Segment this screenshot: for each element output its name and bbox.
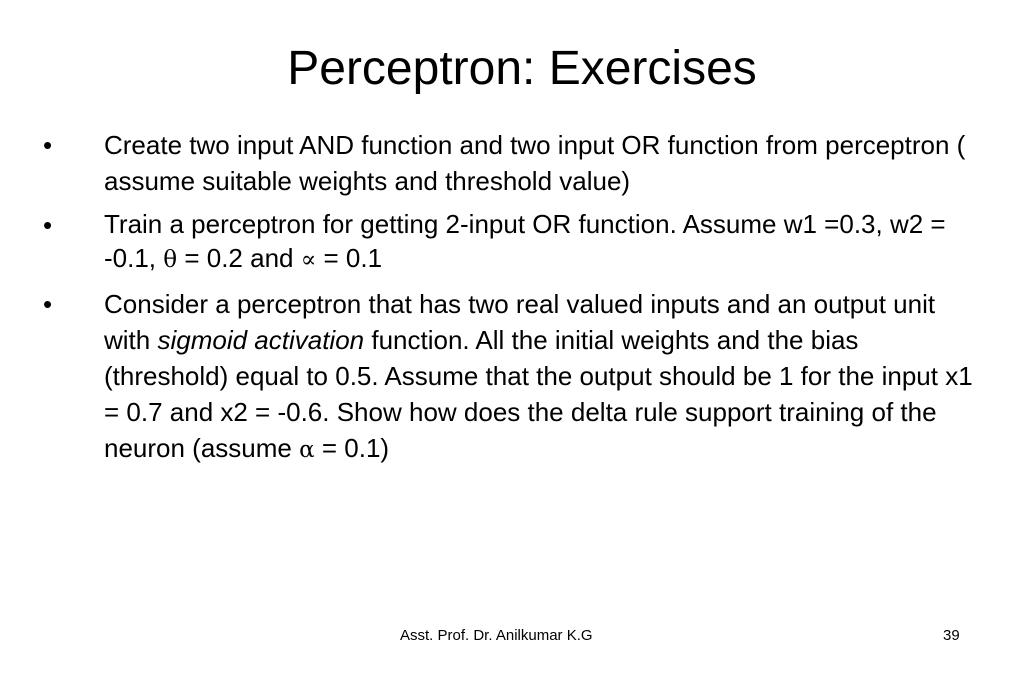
bullet-marker: •: [43, 289, 53, 319]
alpha-symbol: α: [299, 437, 315, 463]
bullet-text-content: Create two input AND function and two input OR function from perceptron ( assume suitable weights and threshold value): [104, 130, 966, 196]
bullet-text: [104, 207, 984, 277]
slide-title: Perceptron: Exercises: [287, 42, 757, 95]
bullet-marker: •: [43, 130, 53, 160]
bullet-text-part: = 0.1): [314, 433, 390, 463]
bullet-text: [104, 127, 984, 199]
bullet-text-part: function. All the initial weights and the bias (threshold) equal to 0.5. Assume that the output should be 1 for the input x1 = 0.7 and x2 = -0.6. Show how does the delta rule support training of the neuron (assume: [104, 325, 973, 463]
footer-author: Asst. Prof. Dr. Anilkumar K.G: [400, 627, 593, 644]
bullet-text-part: = 0.2 and: [177, 243, 301, 273]
theta-symbol: θ: [163, 247, 178, 273]
page-number: 39: [943, 627, 960, 644]
bullet-text-part: Consider a perceptron that has two real valued inputs and an output unit with: [104, 289, 936, 355]
emphasized-text: sigmoid activation: [157, 325, 365, 355]
bullet-text: [104, 286, 984, 468]
bullet-text-part: Train a perceptron for getting 2-input OR function. Assume w1 =0.3, w2 = -0.1,: [104, 209, 946, 273]
bullet-marker: •: [43, 210, 53, 240]
proportional-symbol: ∝: [300, 247, 317, 273]
bullet-text-part: = 0.1: [316, 243, 383, 273]
